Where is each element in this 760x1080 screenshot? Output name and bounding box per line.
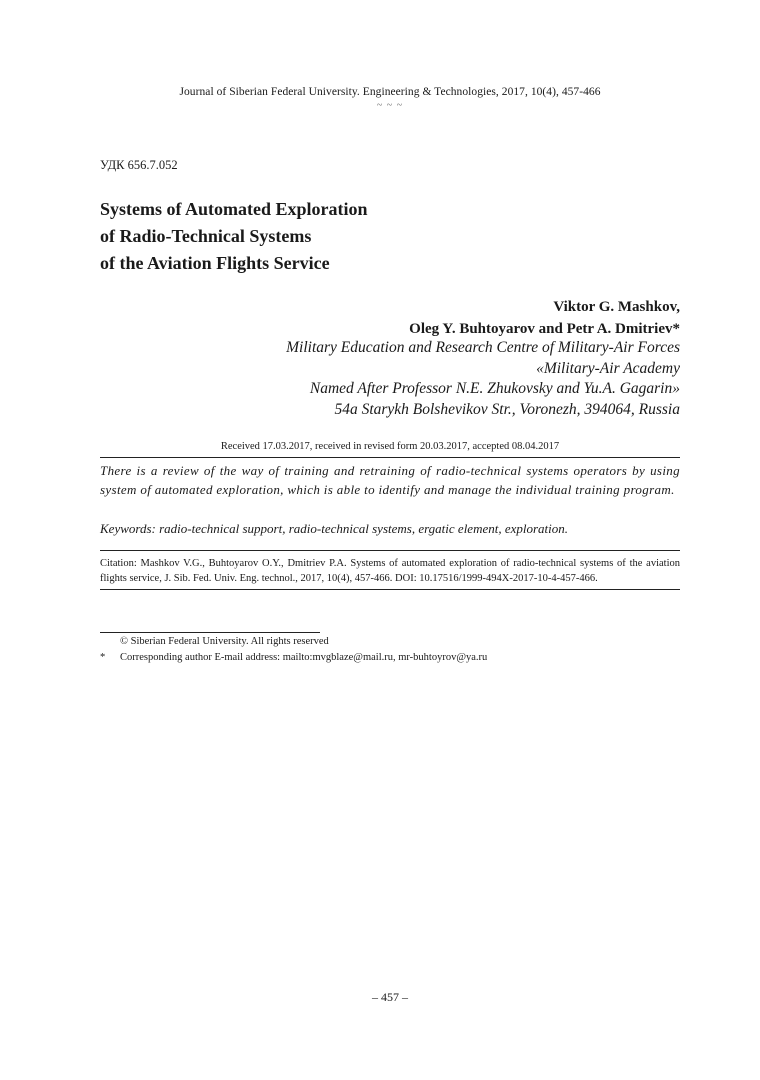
title-line: Systems of Automated Exploration	[100, 199, 368, 219]
affiliation-line: 54a Starykh Bolshevikov Str., Voronezh, 394064, Russia	[334, 400, 680, 418]
udk-code: УДК 656.7.052	[100, 158, 178, 172]
abstract: There is a review of the way of training and retraining of radio-technical systems operators by using system of automated exploration, which is able to identify and manage the individual training program.	[100, 463, 680, 497]
affiliation-line: Named After Professor N.E. Zhukovsky and Yu.A. Gagarin»	[309, 380, 680, 397]
citation: Citation: Mashkov V.G., Buhtoyarov O.Y., Dmitriev P.A. Systems of automated exploration of radio-technical systems of the aviation flights service, J. Sib. Fed. Univ. Eng. technol., 2017, 10(4), 457-466. DOI: 10.17516/1999-494X-2017-10-4-457-466.	[100, 558, 680, 584]
footnote-copyright	[100, 634, 680, 650]
footnote-mark: *	[100, 652, 106, 663]
footnote-corresponding	[100, 650, 680, 666]
page-number: – 457 –	[372, 990, 408, 1004]
divider-citation-bottom	[100, 589, 680, 590]
author-line: Viktor G. Mashkov,	[553, 299, 680, 315]
article-title	[100, 196, 368, 277]
footnote-text: Corresponding author E-mail address: mailto:mvgblaze@mail.ru, mr-buhtoyrov@ya.ru	[120, 652, 488, 663]
divider-top	[100, 457, 680, 458]
divider-citation-top	[100, 550, 680, 551]
title-line: of Radio-Technical Systems	[100, 226, 312, 246]
footnotes	[100, 634, 680, 666]
keywords: Keywords: radio-technical support, radio-technical systems, ergatic element, exploration.	[100, 521, 569, 536]
affiliation-line: «Military-Air Academy	[536, 359, 680, 377]
author-line: Oleg Y. Buhtoyarov and Petr A. Dmitriev*	[409, 321, 680, 337]
footnote-divider	[100, 632, 320, 633]
header-ornament: ~ ~ ~	[376, 100, 404, 111]
footnote-text: © Siberian Federal University. All rights reserved	[120, 636, 329, 647]
affiliation	[286, 338, 680, 420]
received-dates: Received 17.03.2017, received in revised form 20.03.2017, accepted 08.04.2017	[220, 441, 560, 452]
journal-header: Journal of Siberian Federal University. Engineering & Technologies, 2017, 10(4), 457-466	[179, 86, 601, 98]
authors	[409, 296, 680, 340]
footnote-mark	[100, 634, 120, 650]
title-line: of the Aviation Flights Service	[100, 253, 330, 273]
affiliation-line: Military Education and Research Centre of Military-Air Forces	[286, 339, 680, 356]
